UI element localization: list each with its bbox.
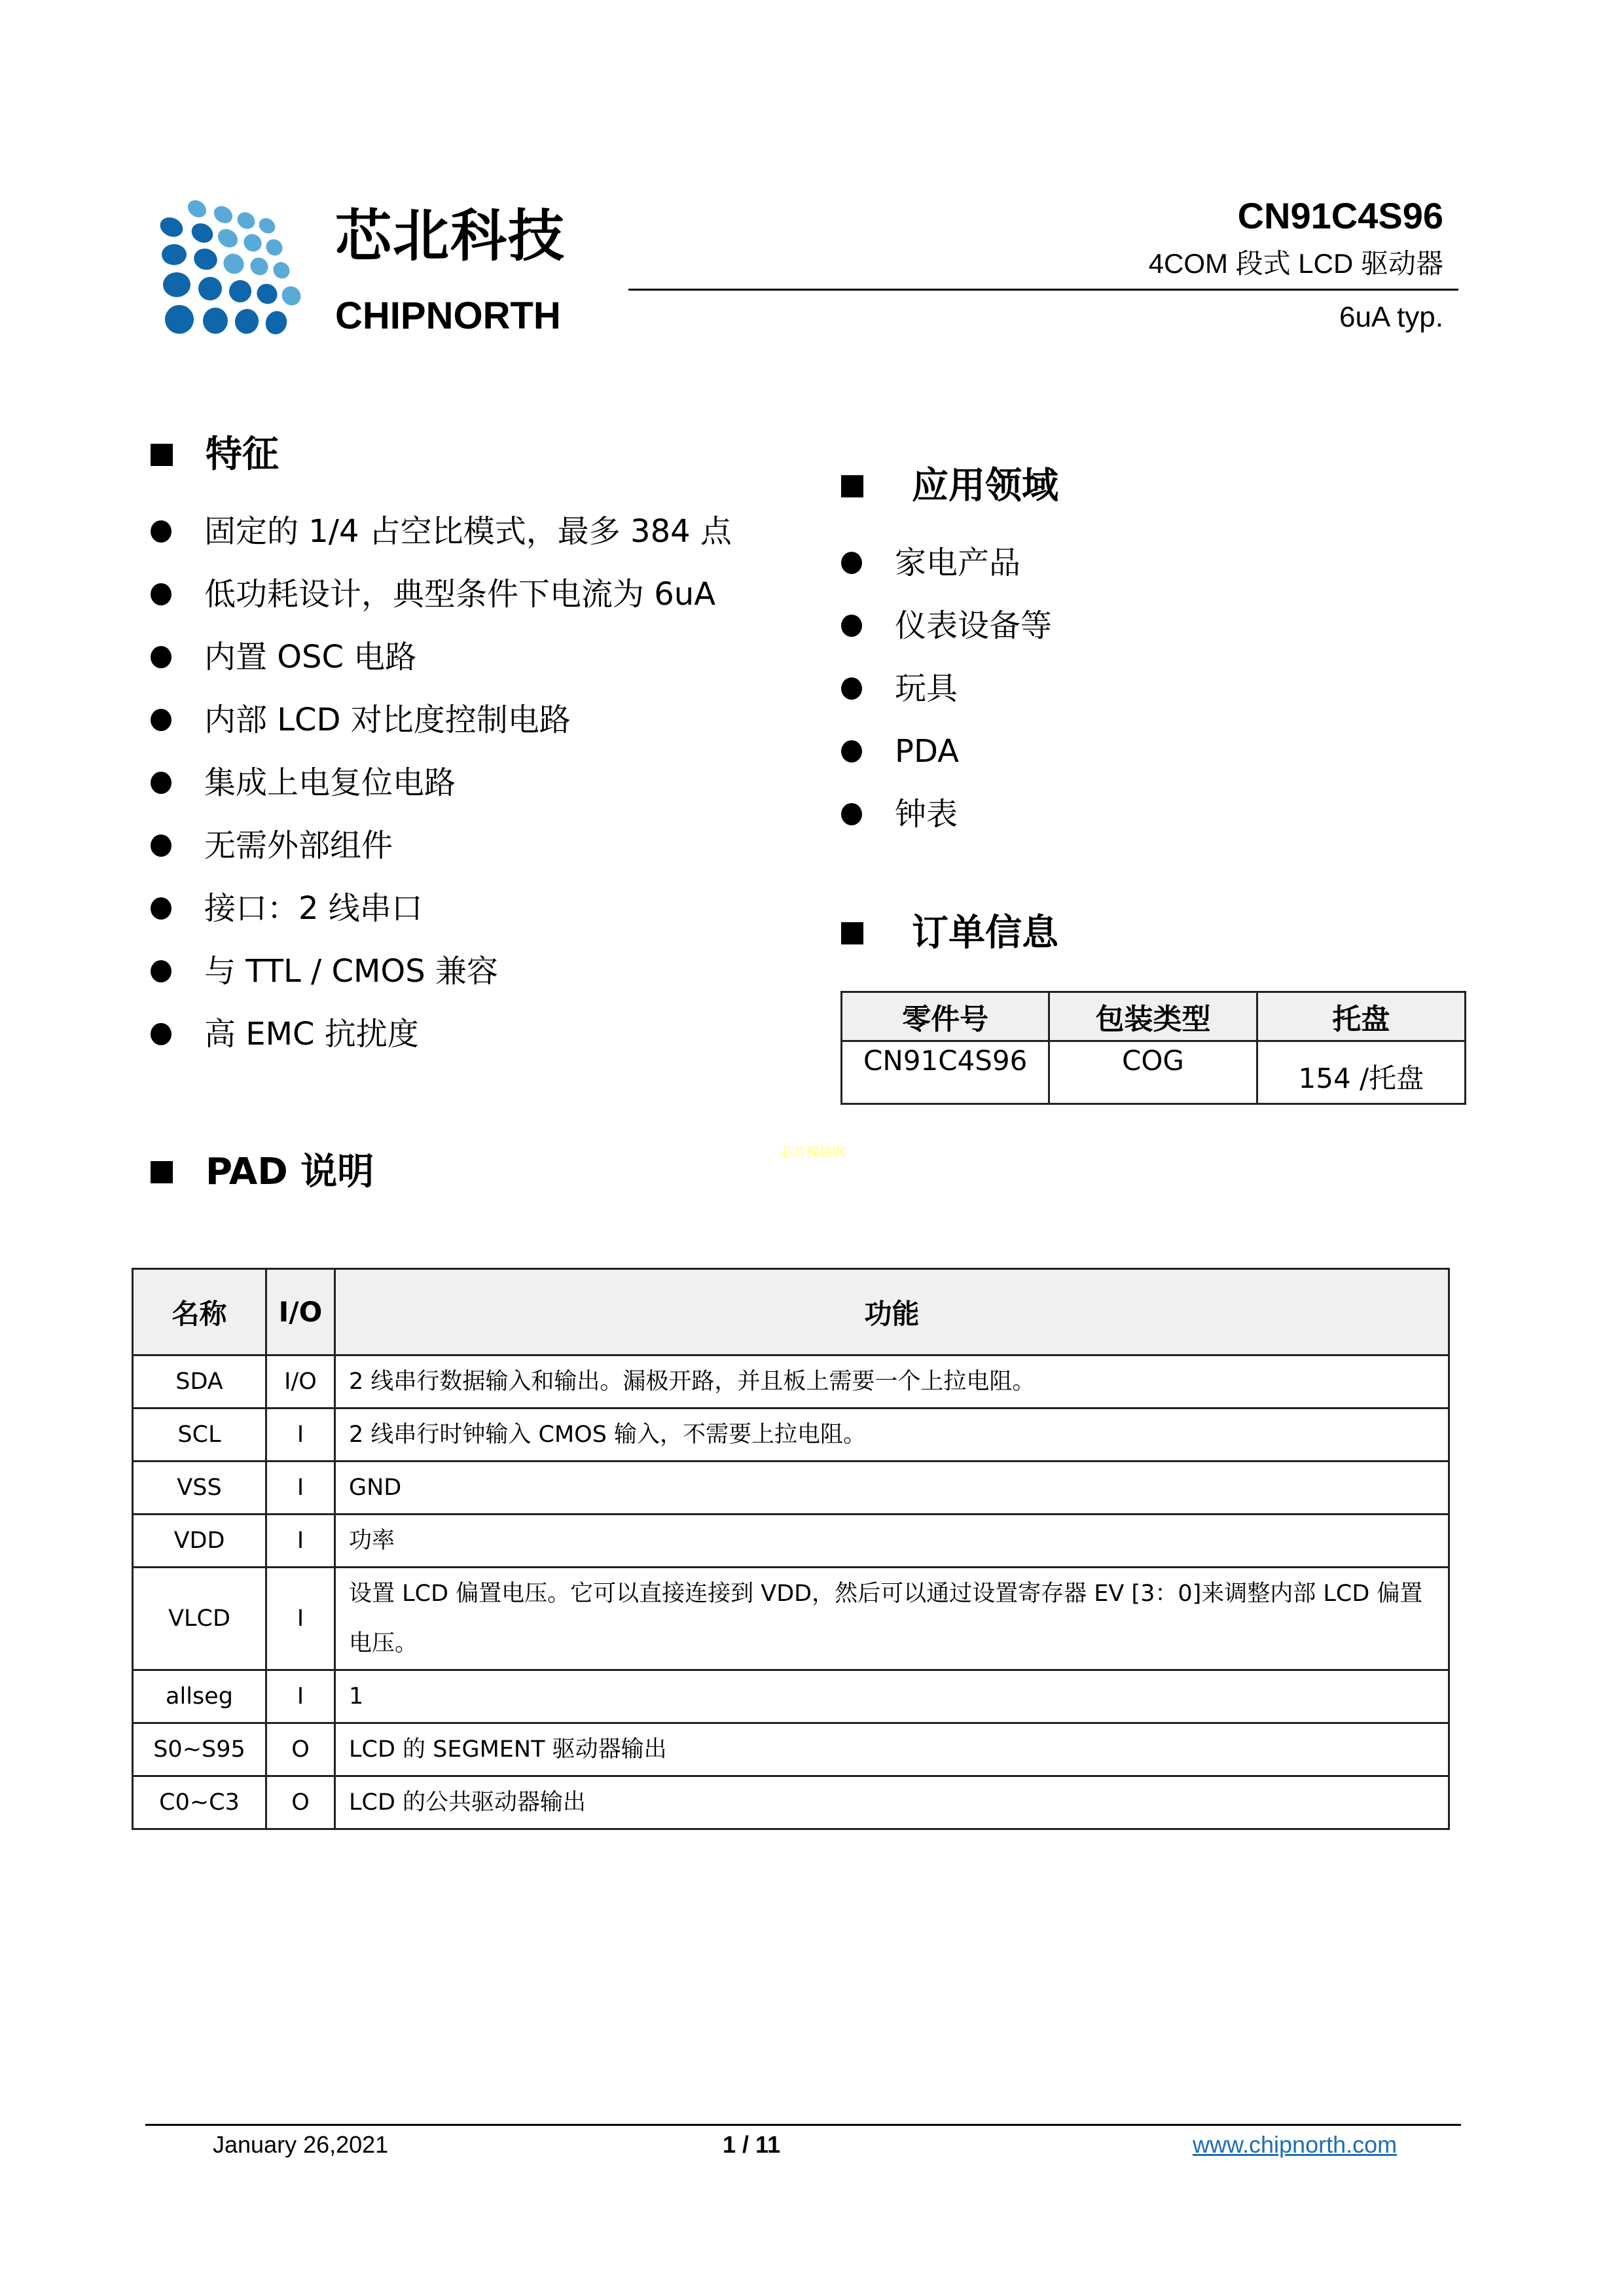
cell-name: VDD (133, 1515, 266, 1568)
table-row (133, 1723, 1449, 1776)
cell-part-number: CN91C4S96 (842, 1041, 1049, 1104)
feature-item: 与 TTL / CMOS 兼容 (151, 940, 732, 1003)
feature-item: 低功耗设计，典型条件下电流为 6uA (151, 563, 732, 626)
logo-dot-icon (157, 214, 186, 241)
header-divider (628, 289, 1458, 291)
col-package-type: 包装类型 (1049, 992, 1257, 1041)
table-row (133, 1776, 1449, 1829)
table-row (133, 1408, 1449, 1462)
features-heading (151, 433, 279, 476)
table-row (842, 1041, 1466, 1104)
feature-item: 接口：2 线串口 (151, 877, 732, 940)
logo-dot-icon (191, 245, 221, 273)
feature-item: 固定的 1/4 占空比模式，最多 384 点 (151, 500, 732, 563)
brand-name-en: CHIPNORTH (335, 295, 561, 337)
logo-dot-icon (225, 276, 255, 306)
website-link[interactable]: www.chipnorth.com (1193, 2131, 1398, 2158)
table-row (133, 1568, 1449, 1670)
logo-dot-icon (162, 244, 187, 265)
cell-io: I (266, 1670, 335, 1723)
footer-divider (145, 2124, 1461, 2126)
logo-dot-icon (198, 277, 222, 300)
cell-name: S0~S95 (133, 1723, 266, 1776)
cell-package-type: COG (1049, 1041, 1257, 1104)
ordering-title: 订单信息 (912, 912, 1058, 954)
logo-dot-icon (262, 308, 290, 338)
col-io: I/O (266, 1269, 335, 1355)
watermark-text: 芯片模块网 (780, 1144, 846, 1160)
logo-dot-icon (219, 249, 248, 278)
cell-function: GND (335, 1462, 1449, 1515)
cell-name: VLCD (133, 1568, 266, 1670)
pad-heading (151, 1151, 374, 1193)
pad-title: PAD 说明 (206, 1151, 374, 1193)
bullet-icon (841, 677, 862, 700)
cell-function: 设置 LCD 偏置电压。它可以直接连接到 VDD，然后可以通过设置寄存器 EV [3：0]来调整内部 LCD 偏置电压。 (335, 1568, 1449, 1670)
applications-heading (841, 465, 1058, 507)
bullet-icon (151, 709, 171, 731)
cell-name: SDA (133, 1355, 266, 1408)
typical-current: 6uA typ. (1339, 301, 1443, 333)
feature-item: 高 EMC 抗扰度 (151, 1003, 732, 1066)
bullet-icon (151, 583, 171, 605)
applications-list (841, 531, 1052, 846)
feature-item: 内置 OSC 电路 (151, 626, 732, 689)
ordering-table (840, 991, 1466, 1105)
cell-name: SCL (133, 1408, 266, 1462)
logo-dot-icon (185, 197, 209, 221)
cell-function: 2 线串行时钟输入 CMOS 输入，不需要上拉电阻。 (335, 1408, 1449, 1462)
logo-dot-icon (232, 306, 262, 336)
bullet-icon (151, 520, 171, 543)
cell-name: C0~C3 (133, 1776, 266, 1829)
logo-dot-icon (270, 259, 293, 281)
page-number: 1 / 11 (723, 2131, 781, 2158)
pad-header-row (133, 1269, 1449, 1355)
cell-function: 2 线串行数据输入和输出。漏极开路，并且板上需要一个上拉电阻。 (335, 1355, 1449, 1408)
table-row (133, 1355, 1449, 1408)
col-part-number: 零件号 (842, 992, 1049, 1041)
bullet-icon (151, 897, 171, 920)
cell-io: I (266, 1568, 335, 1670)
ordering-heading (841, 912, 1058, 954)
col-tray: 托盘 (1257, 992, 1465, 1041)
cell-tray: 154 /托盘 (1257, 1041, 1465, 1104)
brand-name-cn: 芯北科技 (335, 204, 566, 269)
cell-function: LCD 的公共驱动器输出 (335, 1776, 1449, 1829)
bullet-icon (151, 1023, 171, 1045)
col-function: 功能 (335, 1269, 1449, 1355)
logo-dot-icon (165, 305, 194, 334)
company-logo (157, 195, 304, 336)
logo-dot-icon (240, 230, 265, 255)
bullet-icon (841, 615, 862, 637)
table-row (133, 1462, 1449, 1515)
applications-title: 应用领域 (912, 465, 1058, 507)
logo-dot-icon (262, 236, 285, 259)
cell-io: I/O (266, 1355, 335, 1408)
cell-io: O (266, 1723, 335, 1776)
bullet-icon (841, 803, 862, 825)
ordering-header-row (842, 992, 1466, 1041)
section-square-icon (841, 922, 863, 944)
feature-item: 内部 LCD 对比度控制电路 (151, 689, 732, 751)
product-subtitle: 4COM 段式 LCD 驱动器 (1148, 248, 1443, 279)
cell-io: I (266, 1462, 335, 1515)
logo-dot-icon (203, 308, 228, 334)
application-item: 家电产品 (841, 531, 1052, 594)
bullet-icon (151, 960, 171, 982)
cell-io: I (266, 1515, 335, 1568)
cell-function: LCD 的 SEGMENT 驱动器输出 (335, 1723, 1449, 1776)
bullet-icon (151, 772, 171, 794)
table-row (133, 1515, 1449, 1568)
logo-dot-icon (234, 209, 259, 232)
application-item: 仪表设备等 (841, 594, 1052, 657)
bullet-icon (841, 740, 862, 762)
bullet-icon (151, 646, 171, 668)
cell-function: 1 (335, 1670, 1449, 1723)
bullet-icon (151, 834, 171, 857)
application-item: 玩具 (841, 657, 1052, 720)
cell-name: allseg (133, 1670, 266, 1723)
application-item: 钟表 (841, 783, 1052, 846)
logo-dot-icon (278, 283, 305, 310)
application-item: PDA (841, 720, 1052, 783)
footer-date: January 26,2021 (213, 2131, 389, 2158)
cell-io: I (266, 1408, 335, 1462)
logo-dot-icon (163, 272, 190, 297)
feature-item: 无需外部组件 (151, 814, 732, 877)
features-list (151, 500, 732, 1066)
logo-dot-icon (256, 215, 278, 237)
features-title: 特征 (206, 433, 279, 476)
section-square-icon (151, 1161, 173, 1183)
logo-dot-icon (214, 225, 241, 251)
part-number-title: CN91C4S96 (1237, 195, 1443, 236)
logo-dot-icon (247, 254, 272, 279)
logo-dot-icon (211, 203, 236, 227)
cell-function: 功率 (335, 1515, 1449, 1568)
section-square-icon (151, 444, 173, 466)
cell-io: O (266, 1776, 335, 1829)
section-square-icon (841, 475, 863, 497)
col-name: 名称 (133, 1269, 266, 1355)
cell-name: VSS (133, 1462, 266, 1515)
feature-item: 集成上电复位电路 (151, 751, 732, 814)
logo-dot-icon (188, 219, 216, 246)
table-row (133, 1670, 1449, 1723)
bullet-icon (841, 552, 862, 574)
pad-table (132, 1268, 1450, 1830)
logo-dot-icon (253, 279, 281, 308)
